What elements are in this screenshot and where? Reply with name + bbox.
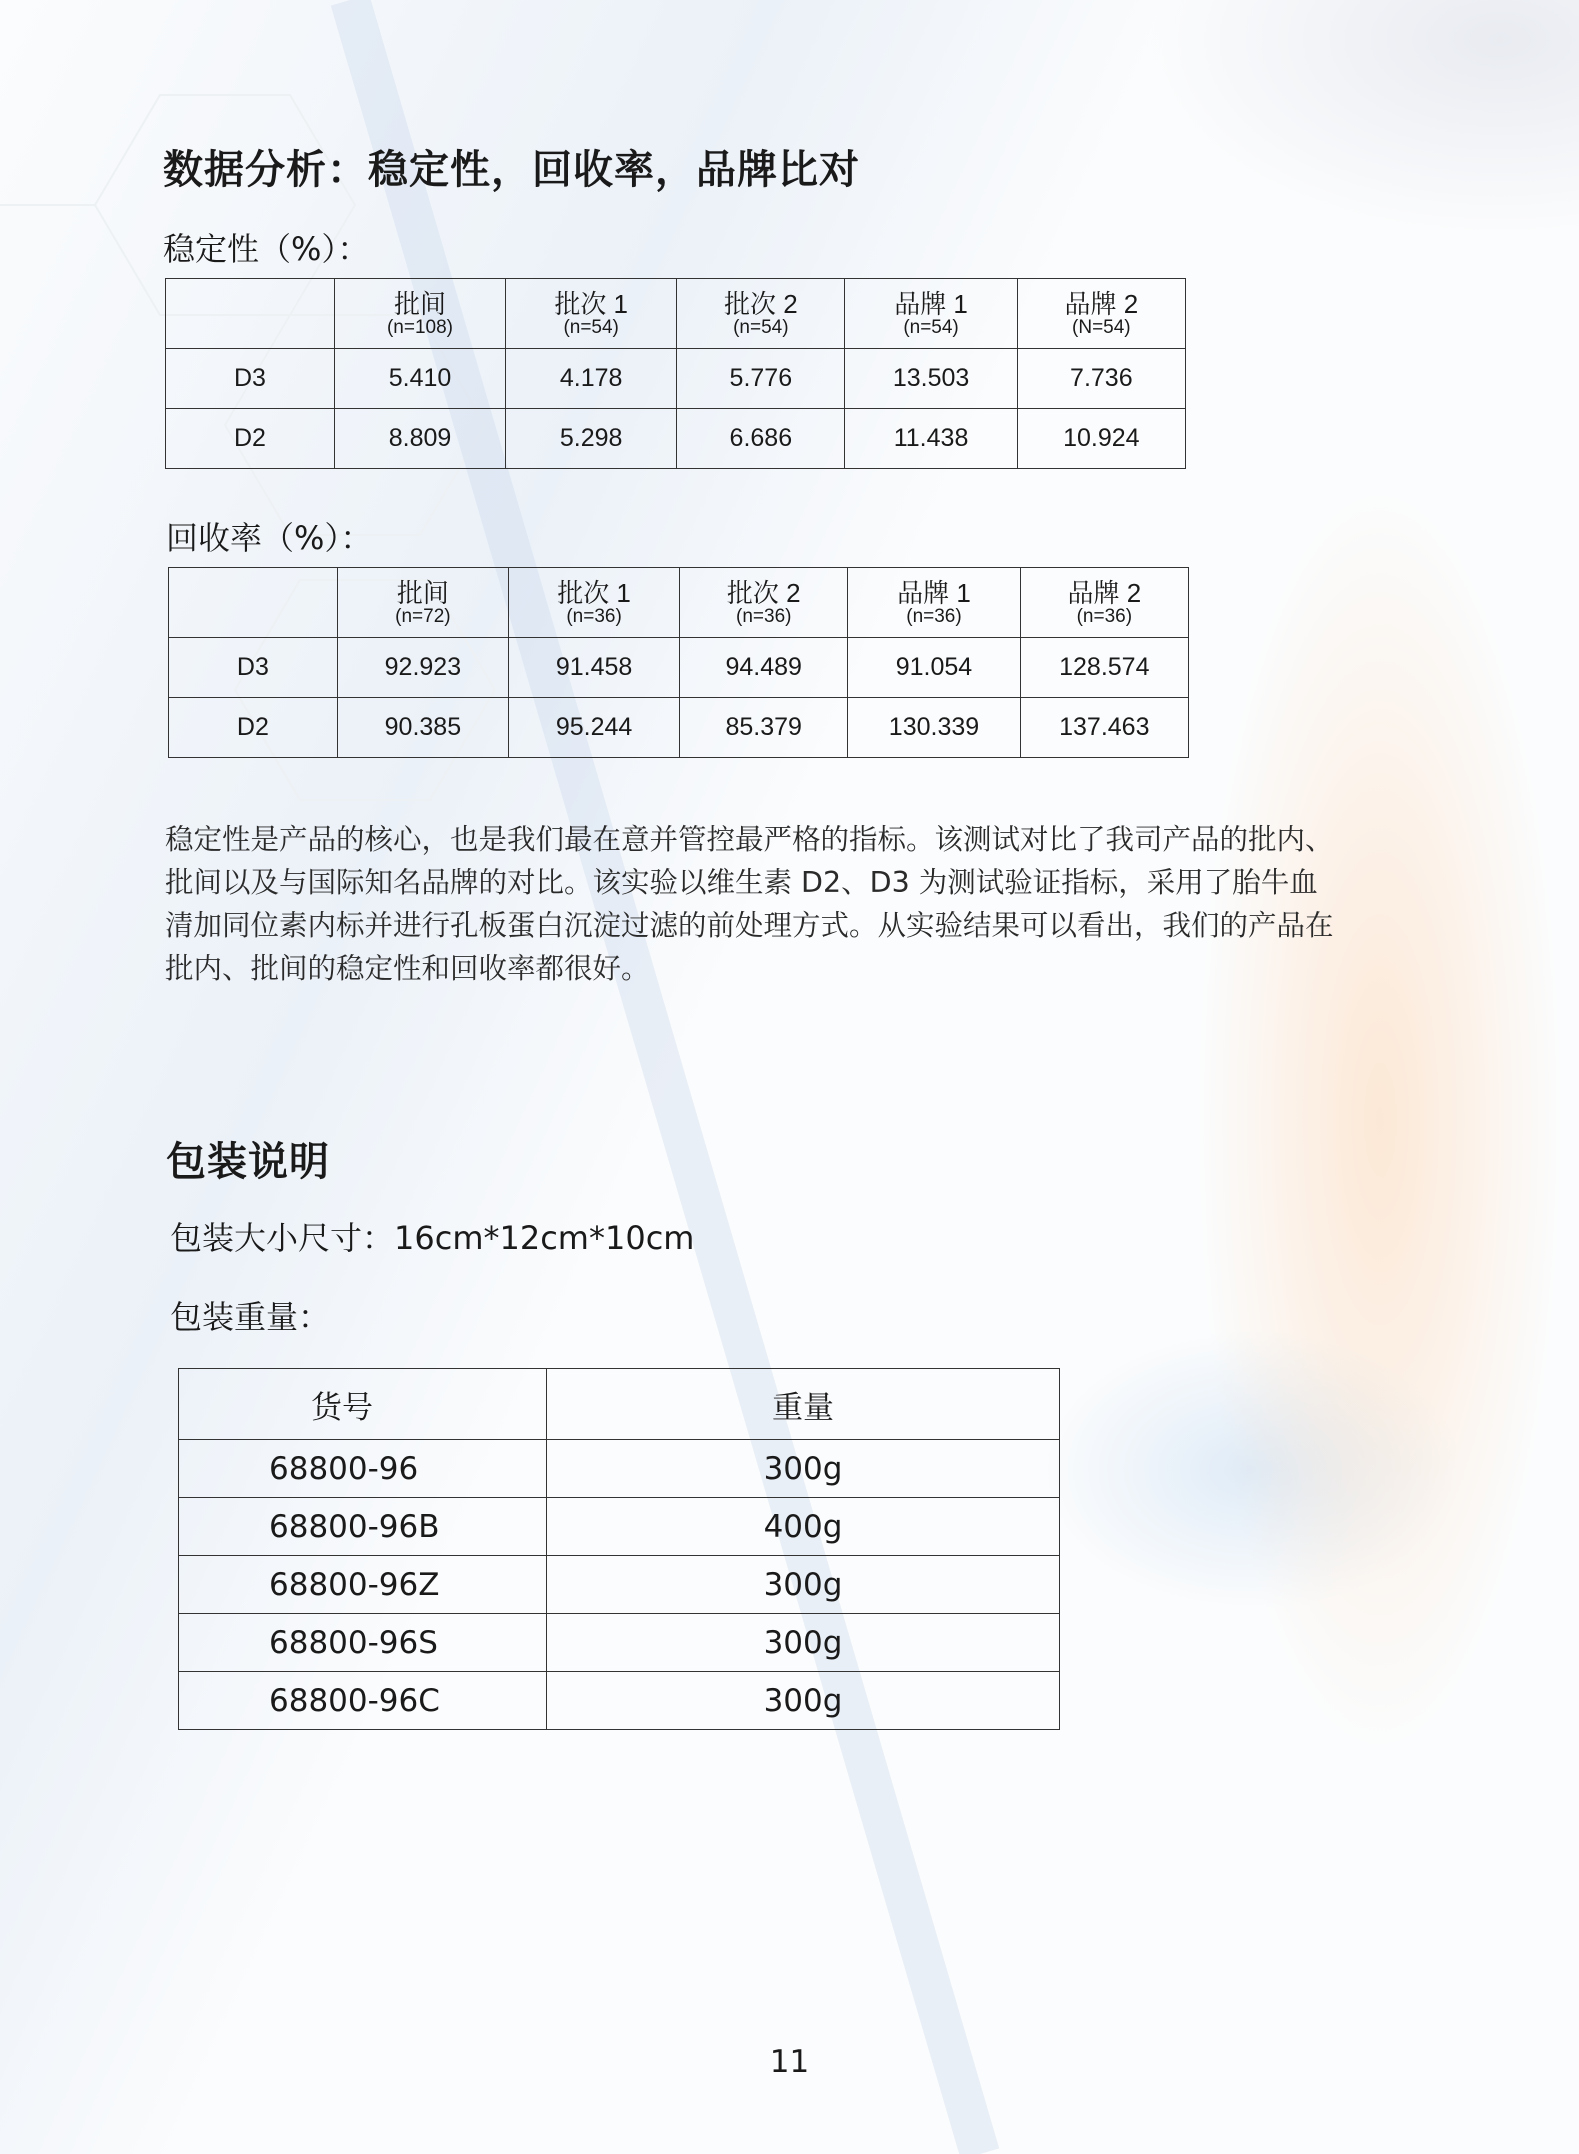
table-corner-cell <box>166 279 335 349</box>
table-row <box>179 1556 1060 1614</box>
header-main: 品牌 1 <box>894 288 968 319</box>
table-header-cell <box>680 568 848 638</box>
header-main: 批间 <box>396 577 449 608</box>
column-header-item: 货号 <box>179 1369 547 1440</box>
row-label: D3 <box>166 349 335 409</box>
page-number: 11 <box>769 2044 810 2080</box>
packaging-title: 包装说明 <box>166 1139 330 1185</box>
table-cell: 5.776 <box>677 349 845 409</box>
item-weight: 400g <box>547 1498 1060 1556</box>
table-header-row <box>179 1369 1060 1440</box>
table-header-cell <box>508 568 679 638</box>
table-cell: 7.736 <box>1017 349 1185 409</box>
table-cell: 11.438 <box>845 409 1017 469</box>
stability-table <box>165 278 1186 469</box>
table-cell: 85.379 <box>680 698 848 758</box>
header-main: 品牌 2 <box>1067 577 1142 608</box>
item-number: 68800-96B <box>179 1498 547 1556</box>
recovery-table <box>168 567 1189 758</box>
table-cell: 94.489 <box>680 638 848 698</box>
stability-label: 稳定性（%）： <box>163 230 370 268</box>
header-main: 批间 <box>394 288 447 319</box>
header-n: (n=72) <box>395 605 451 627</box>
table-cell: 10.924 <box>1017 409 1185 469</box>
table-cell: 5.298 <box>506 409 677 469</box>
table-header-cell <box>334 279 505 349</box>
header-n: (N=54) <box>1072 316 1131 338</box>
row-label: D3 <box>169 638 338 698</box>
packaging-size: 包装大小尺寸：16cm*12cm*10cm <box>170 1219 695 1257</box>
item-weight: 300g <box>547 1440 1060 1498</box>
description-paragraph: 稳定性是产品的核心，也是我们最在意并管控最严格的指标。该测试对比了我司产品的批内、批间以及与国际知名品牌的对比。该实验以维生素 D2、D3 为测试验证指标，采用了胎牛血清加同位素内标并进行孔板蛋白沉淀过滤的前处理方式。从实验结果可以看出，我们的产品在批内、批间的稳定性和回收率都很好。 <box>165 823 1334 985</box>
table-cell: 130.339 <box>848 698 1020 758</box>
column-header-weight: 重量 <box>547 1369 1060 1440</box>
header-main: 批次 2 <box>726 577 801 608</box>
table-cell: 128.574 <box>1020 638 1188 698</box>
table-cell: 5.410 <box>334 349 505 409</box>
table-corner-cell <box>169 568 338 638</box>
table-row <box>169 638 1189 698</box>
table-row <box>179 1614 1060 1672</box>
table-cell: 4.178 <box>506 349 677 409</box>
table-header-cell <box>677 279 845 349</box>
item-number: 68800-96 <box>179 1440 547 1498</box>
table-header-cell <box>1017 279 1185 349</box>
item-weight: 300g <box>547 1672 1060 1730</box>
packaging-weight-table <box>178 1368 1060 1730</box>
table-header-cell <box>845 279 1017 349</box>
header-n: (n=54) <box>733 316 789 338</box>
header-n: (n=36) <box>736 605 792 627</box>
item-number: 68800-96C <box>179 1672 547 1730</box>
table-row <box>179 1440 1060 1498</box>
header-main: 批次 2 <box>723 288 798 319</box>
table-cell: 13.503 <box>845 349 1017 409</box>
header-n: (n=36) <box>566 605 622 627</box>
item-number: 68800-96Z <box>179 1556 547 1614</box>
table-header-row <box>169 568 1189 638</box>
table-cell: 8.809 <box>334 409 505 469</box>
packaging-weight-label: 包装重量： <box>170 1298 331 1336</box>
header-n: (n=36) <box>1076 605 1133 627</box>
header-main: 批次 1 <box>557 577 631 608</box>
table-header-cell <box>1020 568 1188 638</box>
header-n: (n=36) <box>906 605 962 627</box>
table-header-row <box>166 279 1186 349</box>
table-header-cell <box>848 568 1020 638</box>
header-n: (n=108) <box>386 316 454 338</box>
table-cell: 95.244 <box>508 698 679 758</box>
table-row <box>169 698 1189 758</box>
table-cell: 91.054 <box>848 638 1020 698</box>
header-main: 品牌 2 <box>1064 288 1139 319</box>
table-cell: 6.686 <box>677 409 845 469</box>
recovery-label: 回收率（%）： <box>166 519 373 557</box>
header-main: 品牌 1 <box>897 577 971 608</box>
table-header-cell <box>337 568 508 638</box>
table-row <box>179 1498 1060 1556</box>
header-n: (n=54) <box>563 316 619 338</box>
table-cell: 92.923 <box>337 638 508 698</box>
table-cell: 91.458 <box>508 638 679 698</box>
table-cell: 90.385 <box>337 698 508 758</box>
table-row <box>166 409 1186 469</box>
item-weight: 300g <box>547 1614 1060 1672</box>
row-label: D2 <box>169 698 338 758</box>
header-main: 批次 1 <box>554 288 629 319</box>
item-weight: 300g <box>547 1556 1060 1614</box>
row-label: D2 <box>166 409 335 469</box>
table-row <box>166 349 1186 409</box>
page-title: 数据分析：稳定性，回收率，品牌比对 <box>163 147 860 193</box>
table-header-cell <box>506 279 677 349</box>
header-n: (n=54) <box>903 316 959 338</box>
table-row <box>179 1672 1060 1730</box>
item-number: 68800-96S <box>179 1614 547 1672</box>
table-cell: 137.463 <box>1020 698 1188 758</box>
